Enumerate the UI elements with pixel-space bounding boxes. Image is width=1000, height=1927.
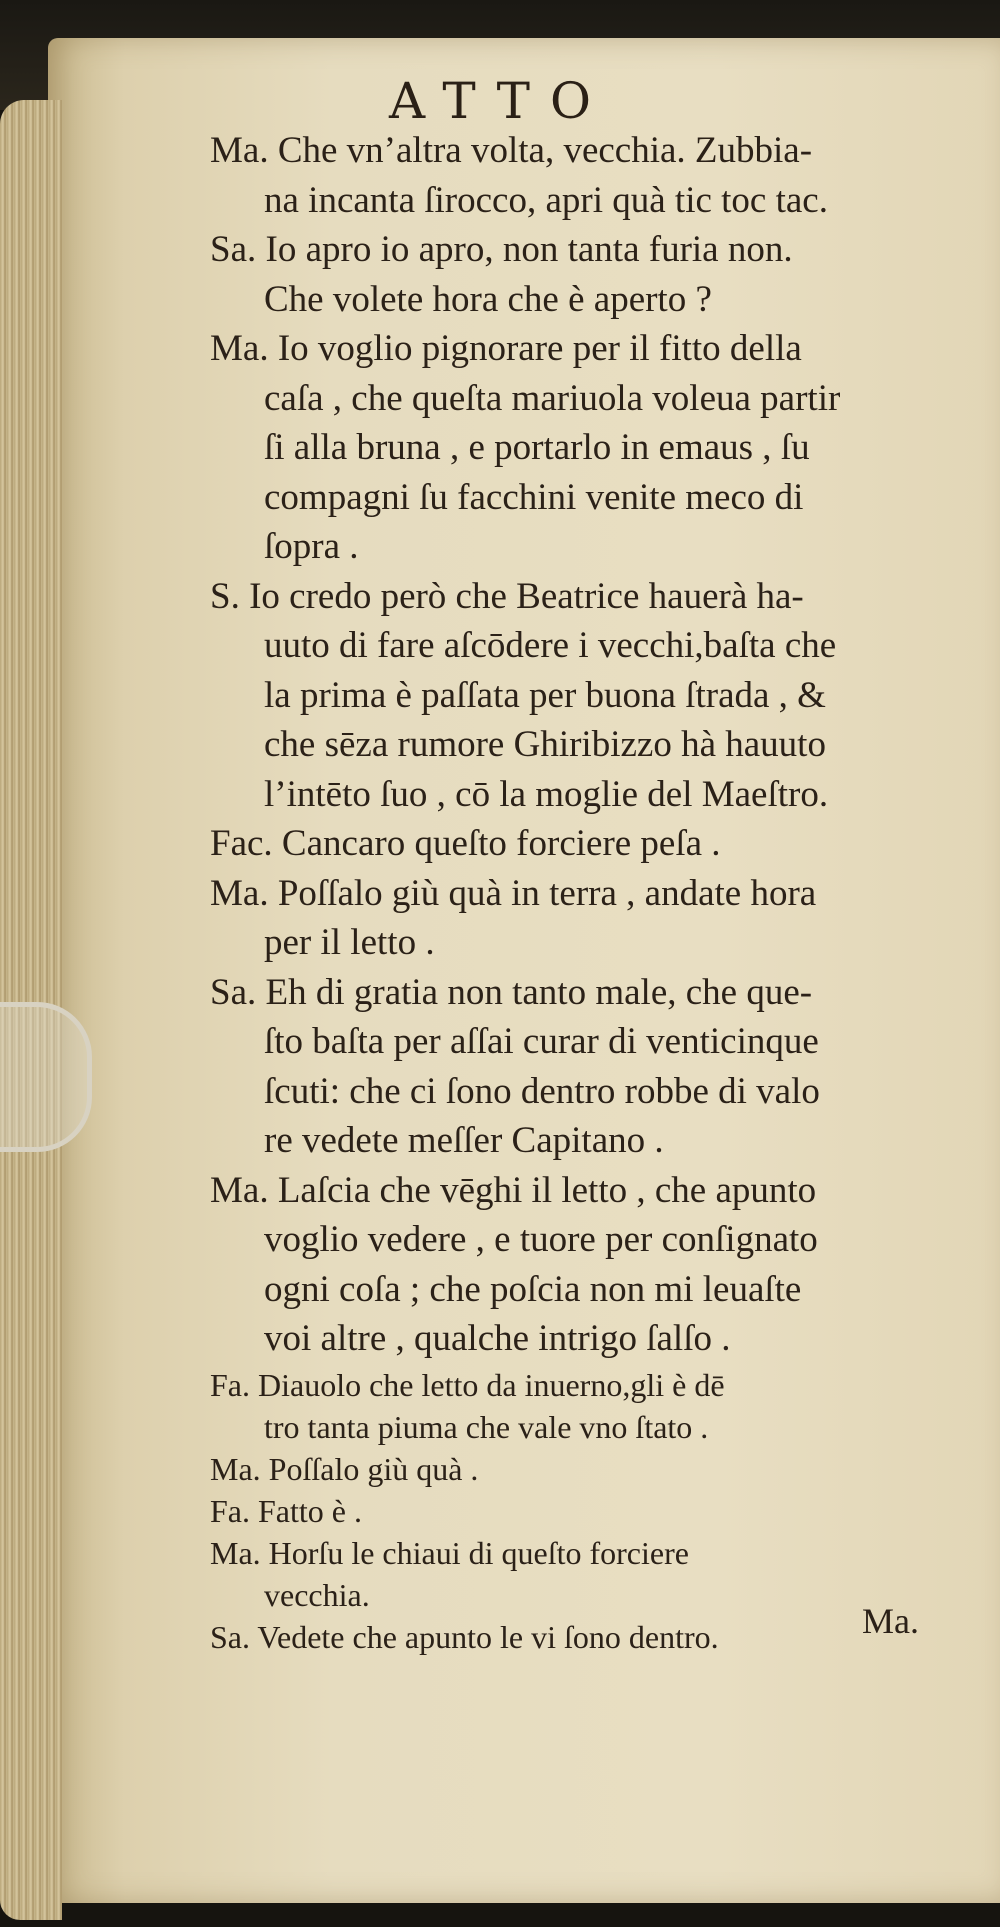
speech-continuation-line: re vedete meſſer Capitano . [264,1120,664,1161]
speech-continuation-line: na incanta ſirocco, apri quà tic toc tac. [264,179,828,221]
speech-first-line: Ma. Io voglio pignorare per il fitto della [210,328,802,369]
speech-first-line: Ma. Laſcia che vēghi il letto , che apunto [210,1169,817,1211]
speech-continuation-line: ſi alla bruna , e portarlo in emaus , ſu [264,427,810,468]
speech-block [210,869,990,968]
speech-continuation-line: vecchia. [264,1576,370,1613]
speech-continuation-line: compagni ſu facchini venite meco di [264,476,804,518]
speech-first-line: Fa. Diauolo che letto da inuerno,gli è dē [210,1366,725,1403]
speech-block [210,1364,990,1448]
speech-block [210,968,990,1166]
speech-first-line: Fac. Cancaro queſto forciere peſa . [210,823,721,864]
speech-first-line: Sa. Io apro io apro, non tanta furia non. [210,229,793,270]
speech-continuation-line: ſcuti: che ci ſono dentro robbe di valo [264,1070,820,1112]
speech-first-line: Fa. Fatto è . [210,1492,362,1529]
speech-continuation-line: che sēza rumore Ghiribizzo hà hauuto [264,724,826,765]
speech-continuation-line: voglio vedere , e tuore per conſignato [264,1219,818,1260]
speech-first-line: Sa. Eh di gratia non tanto male, che que- [210,971,813,1013]
speech-first-line: Ma. Horſu le chiaui di queſto forciere [210,1534,689,1571]
catchword: Ma. [862,1601,919,1641]
speech-continuation-line: la prima è paſſata per buona ſtrada , & [264,674,826,716]
speech-block [210,572,990,820]
speech-continuation-line: uuto di fare aſcōdere i vecchi,baſta che [264,625,837,666]
speech-first-line: Sa. Vedete che apunto le vi ſono dentro. [210,1618,719,1655]
dialogue-text [210,126,990,1658]
speech-continuation-line: l’intēto ſuo , cō la moglie del Maeſtro. [264,773,829,815]
speech-first-line: Ma. Poſſalo giù quà . [210,1450,479,1487]
speech-block [210,819,990,869]
speech-block [210,225,990,324]
clasp-icon [0,1002,92,1152]
speech-block [210,126,990,225]
speech-block [210,1448,990,1490]
speech-continuation-line: ogni coſa ; che poſcia non mi leuaſte [264,1268,802,1310]
speech-first-line: Ma. Che vn’altra volta, vecchia. Zubbia- [210,130,813,171]
speech-continuation-line: ſto baſta per aſſai curar di venticinque [264,1021,819,1062]
speech-block [210,1490,990,1532]
speech-first-line: S. Io credo però che Beatrice hauerà ha- [210,575,804,617]
speech-continuation-line: voi altre , qualche intrigo ſalſo . [264,1318,731,1359]
speech-block [210,1166,990,1364]
speech-continuation-line: Che volete hora che è aperto ? [264,278,712,320]
speech-continuation-line: caſa , che queſta mariuola voleua partir [264,377,841,419]
speech-continuation-line: ſopra . [264,526,359,567]
speech-block [210,324,990,572]
speech-continuation-line: tro tanta piuma che vale vno ſtato . [264,1408,709,1445]
running-header: ATTO [389,72,611,130]
speech-continuation-line: per il letto . [264,922,435,963]
speech-first-line: Ma. Poſſalo giù quà in terra , andate hora [210,872,817,914]
